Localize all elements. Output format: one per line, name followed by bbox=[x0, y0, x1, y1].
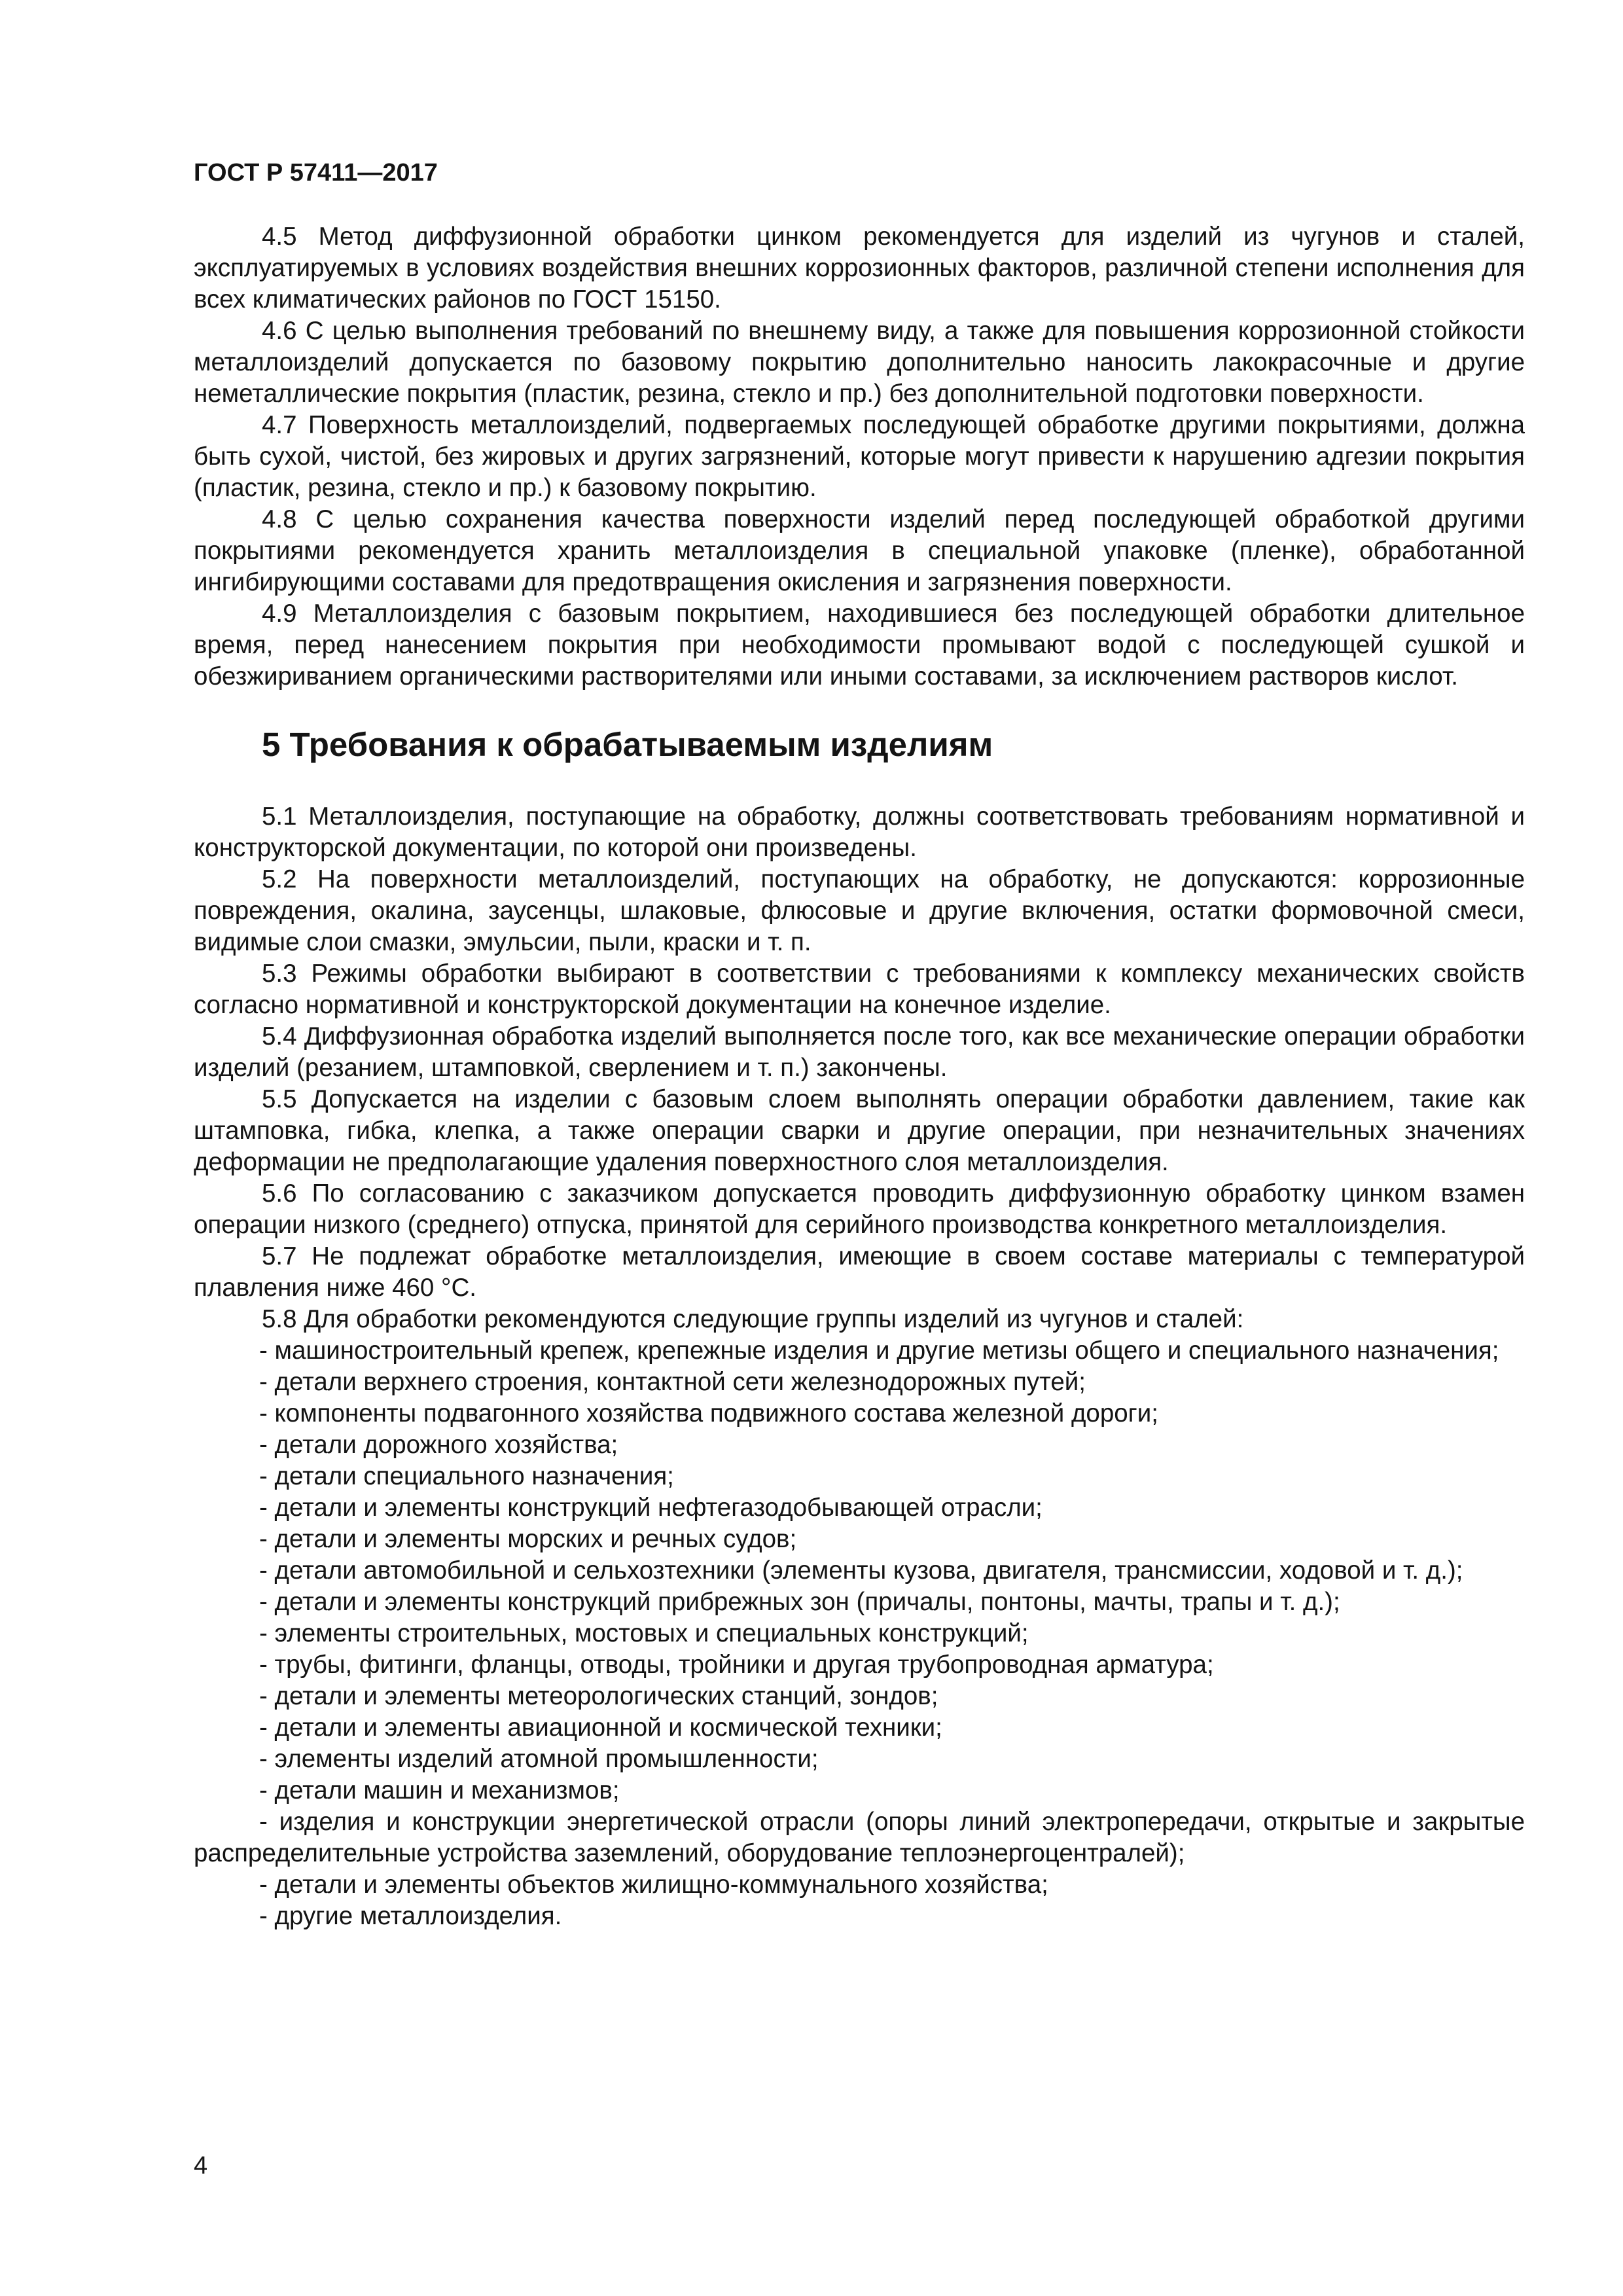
page-number: 4 bbox=[194, 2152, 208, 2179]
list-item: - детали дорожного хозяйства; bbox=[259, 1431, 618, 1459]
product-group-list bbox=[194, 1335, 1525, 1932]
list-item: - компоненты подвагонного хозяйства подвижного состава железной дороги; bbox=[259, 1399, 1158, 1427]
section-5-body bbox=[194, 801, 1525, 1335]
list-item: - изделия и конструкции энергетической отрасли (опоры линий электропередачи, открытые и закрытые распределительные устройства заземлений, оборудование теплоэнергоцентралей); bbox=[194, 1808, 1525, 1867]
paragraph-4-6: 4.6 С целью выполнения требований по внешнему виду, а также для повышения коррозионной стойкости металлоизделий допускается по базовому покрытию дополнительно наносить лакокрасочные и другие неметаллические покрытия (пластик, резина, стекло и пр.) без дополнительной подготовки поверхности. bbox=[194, 317, 1525, 408]
paragraph-5-6: 5.6 По согласованию с заказчиком допускается проводить диффузионную обработку цинком взамен операции низкого (среднего) отпуска, принятой для серийного производства конкретного металлоизделия. bbox=[194, 1179, 1525, 1239]
paragraph-5-7: 5.7 Не подлежат обработке металлоизделия, имеющие в своем составе материалы с температурой плавления ниже 460 °С. bbox=[194, 1242, 1525, 1302]
list-item: - трубы, фитинги, фланцы, отводы, тройники и другая трубопроводная арматура; bbox=[259, 1651, 1214, 1679]
document-page bbox=[194, 157, 1525, 1932]
paragraph-5-4: 5.4 Диффузионная обработка изделий выполняется после того, как все механические операции обработки изделий (резанием, штамповкой, сверлением и т. п.) закончены. bbox=[194, 1022, 1525, 1082]
list-item: - детали верхнего строения, контактной сети железнодорожных путей; bbox=[259, 1368, 1086, 1396]
list-item: - детали и элементы объектов жилищно-коммунального хозяйства; bbox=[259, 1871, 1048, 1899]
paragraph-5-8: 5.8 Для обработки рекомендуются следующие группы изделий из чугунов и сталей: bbox=[262, 1305, 1244, 1333]
paragraph-5-5: 5.5 Допускается на изделии с базовым слоем выполнять операции обработки давлением, такие как штамповка, гибка, клепка, а также операции сварки и другие операции, при незначительных значениях деформации не предполагающие удаления поверхностного слоя металлоизделия. bbox=[194, 1085, 1525, 1176]
list-item: - детали и элементы конструкций прибрежных зон (причалы, понтоны, мачты, трапы и т. д.); bbox=[259, 1588, 1340, 1616]
paragraph-5-2: 5.2 На поверхности металлоизделий, поступающих на обработку, не допускаются: коррозионные повреждения, окалина, заусенцы, шлаковые, флюсовые и другие включения, остатки формовочной смеси, видимые слои смазки, эмульсии, пыли, краски и т. п. bbox=[194, 865, 1525, 956]
list-item: - другие металлоизделия. bbox=[259, 1902, 562, 1930]
paragraph-5-3: 5.3 Режимы обработки выбирают в соответствии с требованиями к комплексу механических свойств согласно нормативной и конструкторской документации на конечное изделие. bbox=[194, 960, 1525, 1019]
section-5-title: 5 Требования к обрабатываемым изделиям bbox=[262, 726, 993, 763]
list-item: - детали специального назначения; bbox=[259, 1462, 674, 1490]
list-item: - машиностроительный крепеж, крепежные изделия и другие метизы общего и специального назначения; bbox=[259, 1336, 1499, 1365]
list-item: - детали и элементы авиационной и космической техники; bbox=[259, 1713, 942, 1742]
list-item: - детали машин и механизмов; bbox=[259, 1776, 620, 1804]
paragraph-5-1: 5.1 Металлоизделия, поступающие на обработку, должны соответствовать требованиям нормативной и конструкторской документации, по которой они произведены. bbox=[194, 802, 1525, 862]
paragraph-4-9: 4.9 Металлоизделия с базовым покрытием, находившиеся без последующей обработки длительное время, перед нанесением покрытия при необходимости промывают водой с последующей сушкой и обезжириванием органическими растворителями или иными составами, за исключением растворов кислот. bbox=[194, 600, 1525, 691]
list-item: - детали и элементы метеорологических станций, зондов; bbox=[259, 1682, 938, 1710]
list-item: - детали и элементы морских и речных судов; bbox=[259, 1525, 797, 1553]
paragraph-4-5: 4.5 Метод диффузионной обработки цинком рекомендуется для изделий из чугунов и сталей, эксплуатируемых в условиях воздействия внешних коррозионных факторов, различной степени исполнения для всех климатических районов по ГОСТ 15150. bbox=[194, 223, 1525, 314]
list-item: - элементы строительных, мостовых и специальных конструкций; bbox=[259, 1619, 1029, 1647]
list-item: - элементы изделий атомной промышленности; bbox=[259, 1745, 819, 1773]
paragraph-4-8: 4.8 С целью сохранения качества поверхности изделий перед последующей обработкой другими покрытиями рекомендуется хранить металлоизделия в специальной упаковке (пленке), обработанной ингибирующими составами для предотвращения окисления и загрязнения поверхности. bbox=[194, 505, 1525, 596]
document-header: ГОСТ Р 57411—2017 bbox=[194, 159, 438, 187]
section-4-body bbox=[194, 221, 1525, 692]
list-item: - детали автомобильной и сельхозтехники (элементы кузова, двигателя, трансмиссии, ходовой и т. д.); bbox=[259, 1556, 1463, 1585]
list-item: - детали и элементы конструкций нефтегазодобывающей отрасли; bbox=[259, 1494, 1043, 1522]
paragraph-4-7: 4.7 Поверхность металлоизделий, подвергаемых последующей обработке другими покрытиями, должна быть сухой, чистой, без жировых и других загрязнений, которые могут привести к нарушению адгезии покрытия (пластик, резина, стекло и пр.) к базовому покрытию. bbox=[194, 411, 1525, 502]
